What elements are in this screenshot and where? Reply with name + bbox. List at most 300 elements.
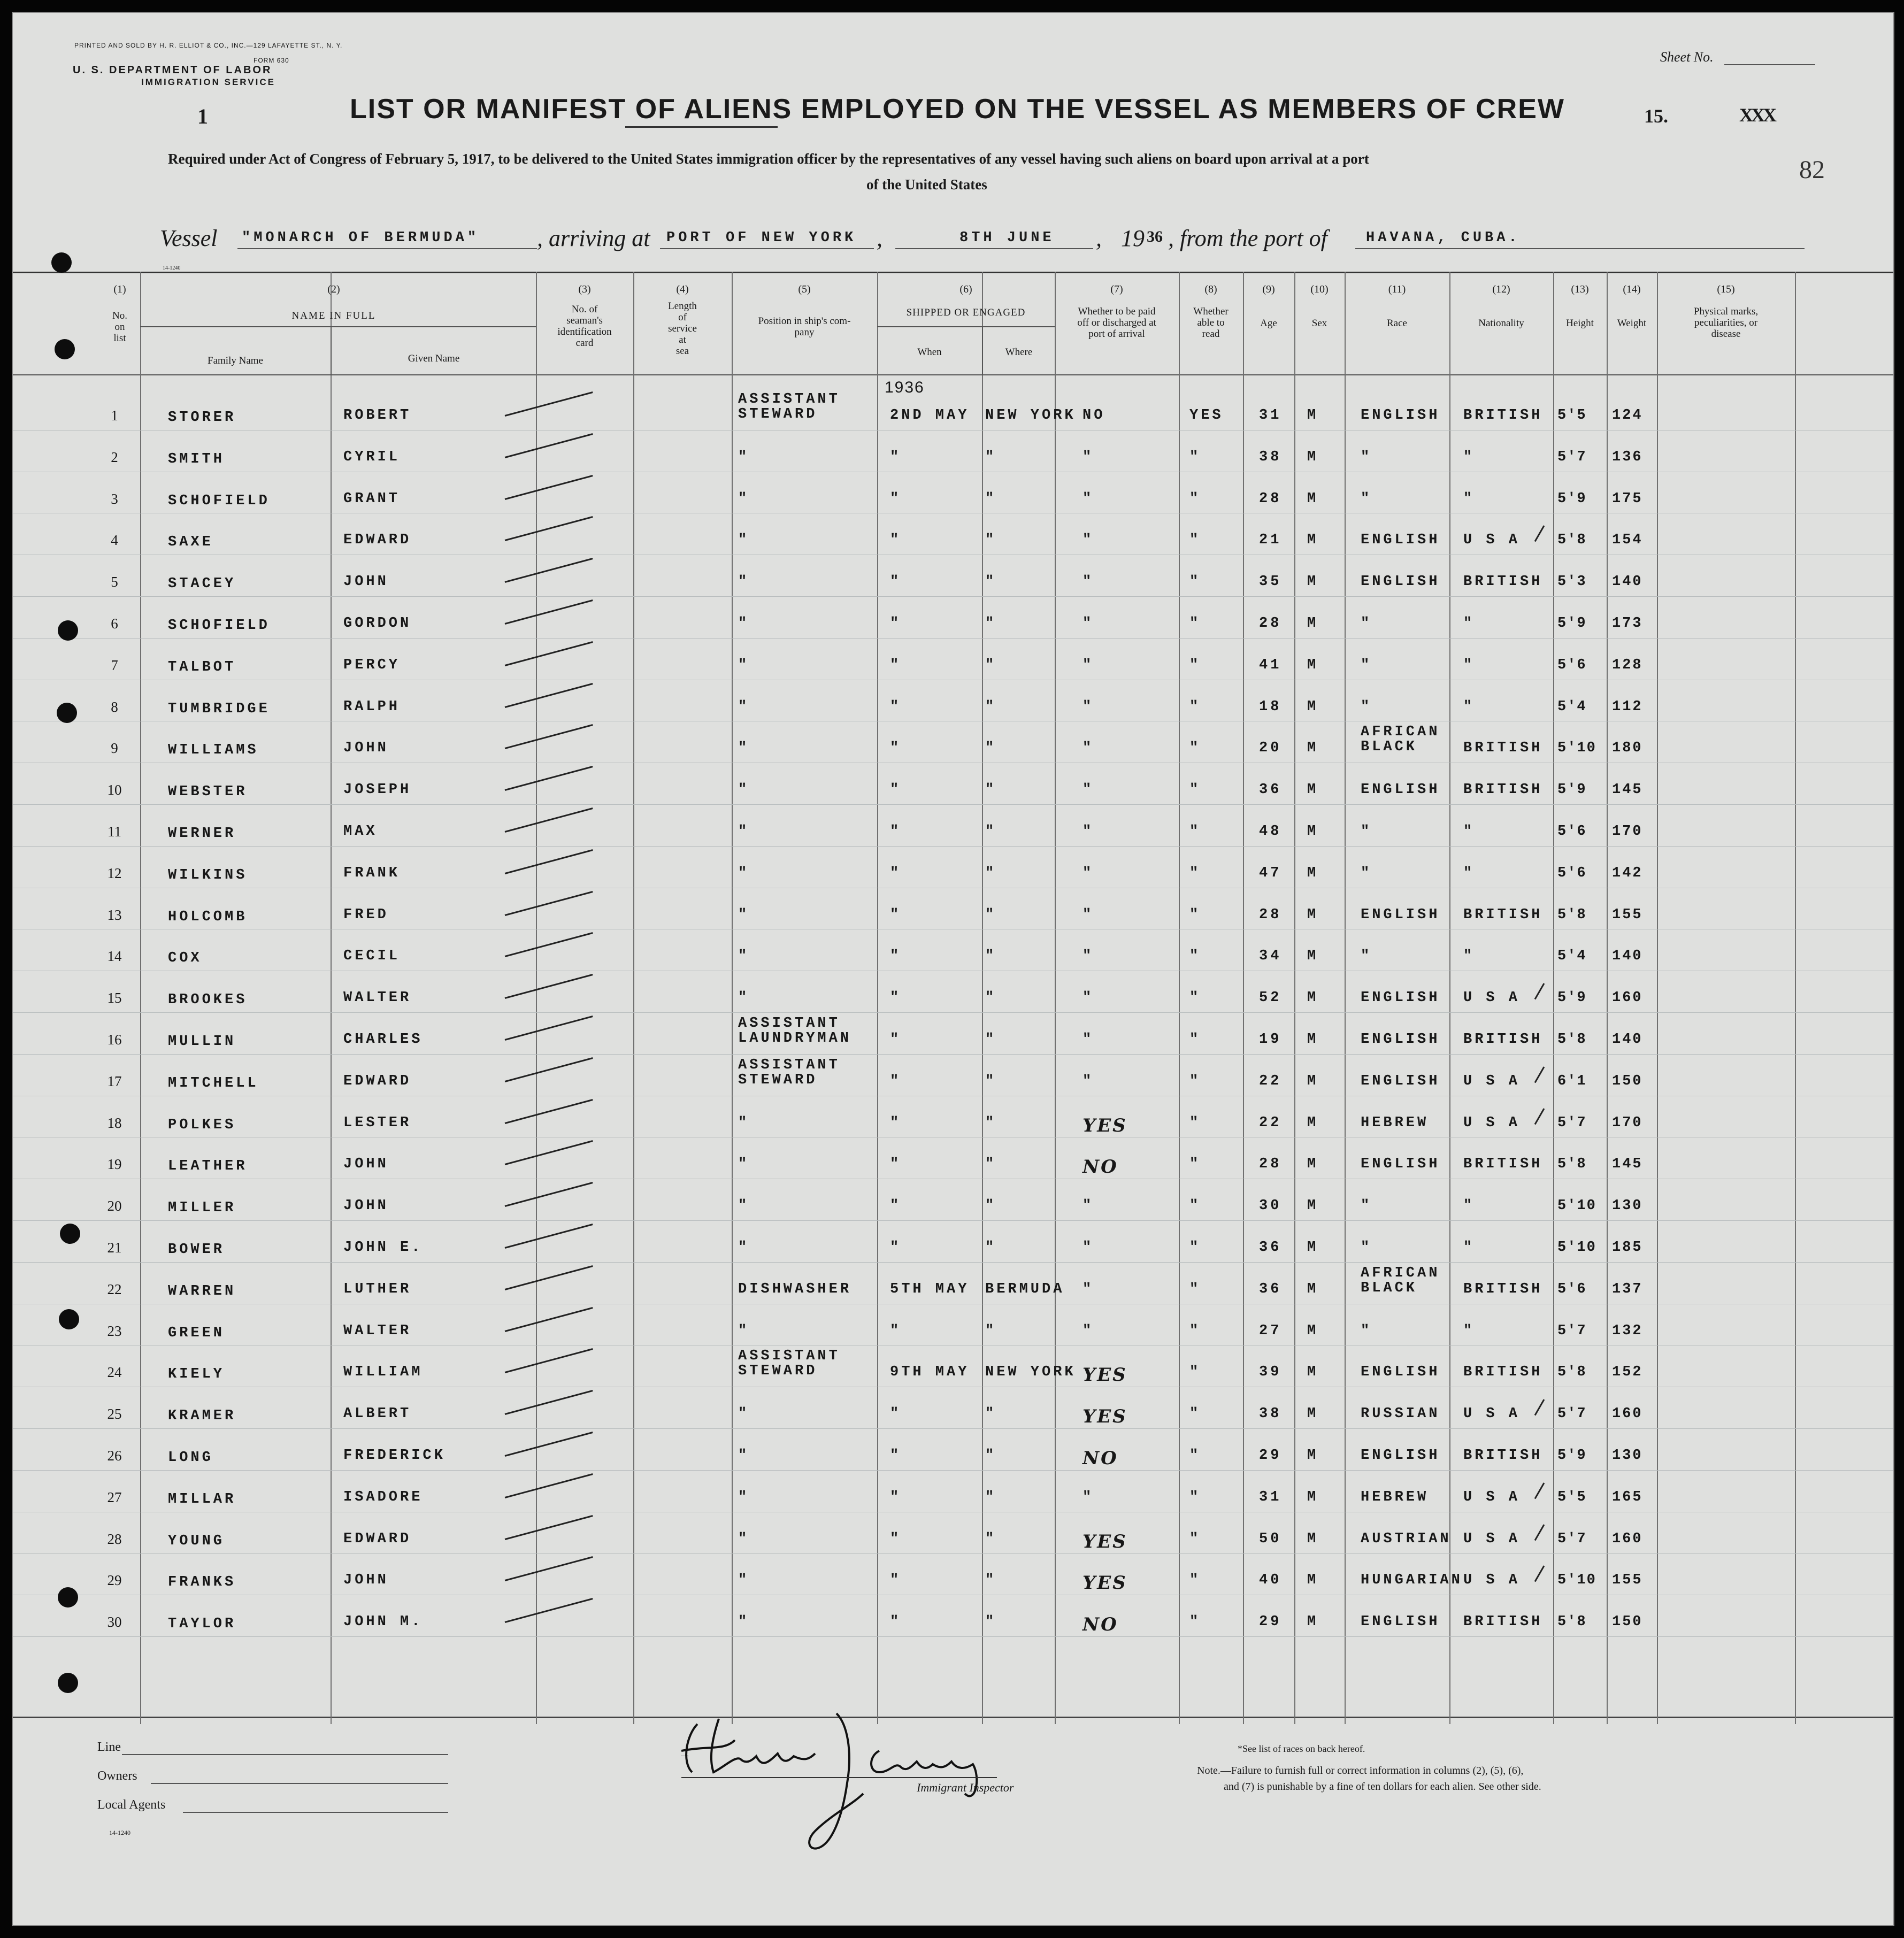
shipped-when: " (890, 1406, 902, 1422)
height: 5'5 (1557, 407, 1587, 424)
shipped-where: " (985, 1614, 997, 1631)
weight: 137 (1612, 1281, 1643, 1297)
nationality: U S A (1463, 1531, 1521, 1547)
nationality: " (1463, 698, 1475, 715)
given-name: LUTHER (343, 1281, 412, 1297)
shipped-when: " (890, 1156, 902, 1173)
sex: M (1307, 824, 1319, 840)
year-header: 1936 (885, 379, 925, 396)
position: " (738, 1406, 750, 1422)
shipped-when: 9TH MAY (890, 1364, 970, 1381)
paid-off: " (1082, 574, 1094, 590)
shipped-where: " (985, 1489, 997, 1505)
weight: 130 (1612, 1198, 1643, 1214)
age: 50 (1259, 1531, 1282, 1547)
shipped-where: " (985, 906, 997, 923)
col13-number: (13) (1571, 283, 1589, 295)
able-to-read: " (1189, 1489, 1201, 1505)
shipped-where: NEW YORK (985, 407, 1076, 424)
race: " (1361, 1322, 1372, 1339)
sex: M (1307, 1156, 1319, 1173)
sex: M (1307, 449, 1319, 465)
paid-off: " (1082, 1198, 1094, 1214)
nationality: " (1463, 616, 1475, 632)
race: " (1361, 657, 1372, 673)
footer-form-code: 14-1240 (109, 1829, 130, 1836)
column-divider (1345, 272, 1346, 1724)
shipped-where: " (985, 532, 997, 549)
id-card-pen-mark (505, 891, 593, 916)
nationality: " (1463, 1240, 1475, 1256)
column-divider (331, 272, 332, 1724)
position: ASSISTANT (738, 1057, 840, 1073)
weight: 155 (1612, 1572, 1643, 1589)
nationality: BRITISH (1463, 1448, 1543, 1464)
id-card-pen-mark (505, 1182, 593, 1207)
weight: 170 (1612, 1114, 1643, 1131)
when-header: When (917, 347, 942, 358)
position: " (738, 1614, 750, 1631)
paid-off: " (1082, 824, 1094, 840)
given-name: ALBERT (343, 1406, 412, 1422)
height: 5'3 (1557, 574, 1587, 590)
able-to-read: " (1189, 1364, 1201, 1381)
service: IMMIGRATION SERVICE (141, 77, 275, 87)
nationality: BRITISH (1463, 1614, 1543, 1631)
race: " (1361, 865, 1372, 881)
age: 22 (1259, 1114, 1282, 1131)
weight: 132 (1612, 1322, 1643, 1339)
able-to-read: " (1189, 740, 1201, 757)
able-to-read: YES (1189, 407, 1224, 424)
col14-header: Weight (1617, 318, 1647, 329)
height: 5'9 (1557, 490, 1587, 507)
sex: M (1307, 1406, 1319, 1422)
position: " (738, 1572, 750, 1589)
col6-header: SHIPPED OR ENGAGED (906, 307, 1026, 318)
family-name: MITCHELL (168, 1075, 259, 1091)
row-number: 26 (107, 1448, 122, 1464)
shipped-when: " (890, 1240, 902, 1256)
row-number: 25 (107, 1406, 122, 1422)
height: 5'8 (1557, 1156, 1587, 1173)
svg-text:Herbert J Conley: Herbert J Conley (681, 1756, 689, 1757)
able-to-read: " (1189, 657, 1201, 673)
shipped-when: " (890, 1448, 902, 1464)
shipped-when: " (890, 1531, 902, 1547)
weight: 170 (1612, 824, 1643, 840)
able-to-read: " (1189, 1572, 1201, 1589)
race: BLACK (1361, 739, 1418, 756)
id-card-pen-mark (505, 1307, 593, 1332)
shipped-where: " (985, 740, 997, 757)
sex: M (1307, 906, 1319, 923)
age: 20 (1259, 740, 1282, 757)
column-divider (1657, 272, 1658, 1724)
shipped-when: " (890, 782, 902, 798)
table-top-border (13, 272, 1893, 273)
shipped-where: " (985, 1114, 997, 1131)
column-divider (1243, 272, 1244, 1724)
id-card-pen-mark (505, 599, 593, 625)
column-divider (1294, 272, 1295, 1724)
family-name: STACEY (168, 576, 236, 593)
id-card-pen-mark (505, 1598, 593, 1623)
age: 19 (1259, 1032, 1282, 1048)
paid-off: YES (1082, 1114, 1127, 1136)
shipped-where: " (985, 616, 997, 632)
nationality: BRITISH (1463, 1156, 1543, 1173)
height: 5'10 (1557, 1240, 1596, 1256)
position: " (738, 1198, 750, 1214)
row-number: 1 (111, 407, 118, 424)
row-number: 18 (107, 1114, 122, 1131)
row-number: 7 (111, 657, 118, 673)
given-name: GORDON (343, 616, 412, 632)
row-number: 13 (107, 906, 122, 923)
age: 35 (1259, 574, 1282, 590)
height: 5'7 (1557, 1531, 1587, 1547)
row-rule (13, 596, 1893, 597)
able-to-read: " (1189, 906, 1201, 923)
able-to-read: " (1189, 616, 1201, 632)
paid-off: " (1082, 1073, 1094, 1089)
nationality: U S A (1463, 1114, 1521, 1131)
position: " (738, 824, 750, 840)
given-name: GRANT (343, 490, 401, 507)
shipped-when: " (890, 824, 902, 840)
manifest-sheet (12, 12, 1894, 1926)
given-name: FRED (343, 906, 389, 923)
weight: 128 (1612, 657, 1643, 673)
nationality: " (1463, 1198, 1475, 1214)
able-to-read: " (1189, 990, 1201, 1006)
row-rule (13, 1012, 1893, 1013)
race: AFRICAN (1361, 1265, 1440, 1281)
nationality: BRITISH (1463, 1364, 1543, 1381)
sex: M (1307, 574, 1319, 590)
row-number: 4 (111, 532, 118, 549)
shipped-where: " (985, 824, 997, 840)
race: ENGLISH (1361, 1448, 1440, 1464)
family-name: WARREN (168, 1283, 236, 1299)
position: " (738, 1531, 750, 1547)
nationality-check-mark (1534, 526, 1545, 542)
given-name: JOHN (343, 1198, 389, 1214)
given-name: ROBERT (343, 407, 412, 424)
departure-port: HAVANA, CUBA. (1366, 230, 1521, 246)
row-number: 20 (107, 1198, 122, 1214)
shipped-when: 2ND MAY (890, 407, 970, 424)
race: ENGLISH (1361, 1614, 1440, 1631)
row-rule (13, 846, 1893, 847)
row-number: 23 (107, 1322, 122, 1339)
shipped-when: " (890, 1198, 902, 1214)
arrival-date: 8TH JUNE (959, 230, 1055, 246)
given-name: FREDERICK (343, 1448, 446, 1464)
nationality: BRITISH (1463, 574, 1543, 590)
vessel-name: "MONARCH OF BERMUDA" (242, 230, 480, 246)
stamp-number: 82 (1799, 156, 1825, 184)
shipped-where: " (985, 1448, 997, 1464)
printer-line: PRINTED AND SOLD BY H. R. ELLIOT & CO., INC.—129 LAFAYETTE ST., N. Y. (74, 42, 343, 49)
column-divider (1179, 272, 1180, 1724)
id-card-pen-mark (505, 1515, 593, 1540)
sex: M (1307, 865, 1319, 881)
weight: 160 (1612, 1531, 1643, 1547)
comma-1: , (877, 225, 882, 251)
weight: 155 (1612, 906, 1643, 923)
given-name: JOHN E. (343, 1240, 423, 1256)
row-number: 14 (107, 948, 122, 965)
row-number: 15 (107, 990, 122, 1006)
shipped-header-rule (877, 326, 1055, 327)
id-card-pen-mark (505, 683, 593, 708)
nationality: " (1463, 1322, 1475, 1339)
weight: 140 (1612, 1032, 1643, 1048)
id-card-pen-mark (505, 766, 593, 791)
position: STEWARD (738, 1072, 818, 1088)
name-header-divider (331, 327, 332, 375)
given-name: EDWARD (343, 1531, 412, 1547)
weight: 150 (1612, 1073, 1643, 1089)
col1-number: (1) (113, 283, 126, 295)
nationality: BRITISH (1463, 782, 1543, 798)
family-name: WILKINS (168, 867, 248, 883)
nationality: U S A (1463, 1489, 1521, 1505)
id-card-pen-mark (505, 475, 593, 500)
height: 5'8 (1557, 1614, 1587, 1631)
row-number: 5 (111, 574, 118, 590)
col7-number: (7) (1110, 283, 1123, 295)
given-name: JOHN (343, 740, 389, 757)
family-name: SMITH (168, 451, 225, 467)
given-name-header: Given Name (408, 353, 460, 364)
col1-header: No. on list (112, 310, 127, 344)
position: " (738, 1240, 750, 1256)
small-form-code: 14-1240 (163, 265, 181, 271)
given-name: WILLIAM (343, 1364, 423, 1381)
height: 5'4 (1557, 948, 1587, 965)
paid-off: " (1082, 616, 1094, 632)
date-line (895, 248, 1093, 249)
column-divider (1607, 272, 1608, 1724)
corner-mark: 1 (197, 104, 208, 128)
col2-header: NAME IN FULL (291, 310, 376, 321)
paid-off: " (1082, 698, 1094, 715)
position: " (738, 657, 750, 673)
punch-hole (55, 339, 75, 359)
paid-off: YES (1082, 1406, 1127, 1428)
family-name: SCHOFIELD (168, 618, 270, 634)
family-name: KRAMER (168, 1408, 236, 1425)
col4-header: Length of service at sea (668, 301, 697, 357)
sex: M (1307, 1364, 1319, 1381)
paid-off: " (1082, 490, 1094, 507)
family-name: COX (168, 950, 202, 967)
race: " (1361, 490, 1372, 507)
nationality: BRITISH (1463, 1032, 1543, 1048)
given-name: FRANK (343, 865, 401, 881)
paid-off: " (1082, 782, 1094, 798)
id-card-pen-mark (505, 1016, 593, 1041)
nationality: BRITISH (1463, 407, 1543, 424)
paid-off: " (1082, 657, 1094, 673)
sex: M (1307, 490, 1319, 507)
family-name: TUMBRIDGE (168, 701, 270, 717)
race: ENGLISH (1361, 407, 1440, 424)
age: 34 (1259, 948, 1282, 965)
column-divider (982, 272, 983, 1724)
sex: M (1307, 990, 1319, 1006)
col3-number: (3) (578, 283, 591, 295)
race: ENGLISH (1361, 906, 1440, 923)
age: 31 (1259, 1489, 1282, 1505)
age: 22 (1259, 1073, 1282, 1089)
sex: M (1307, 948, 1319, 965)
height: 5'5 (1557, 1489, 1587, 1505)
paid-off: " (1082, 1240, 1094, 1256)
able-to-read: " (1189, 1032, 1201, 1048)
col14-number: (14) (1623, 283, 1641, 295)
row-number: 6 (111, 616, 118, 632)
weight: 140 (1612, 574, 1643, 590)
paid-off: " (1082, 906, 1094, 923)
shipped-where: " (985, 1572, 997, 1589)
column-divider (1055, 272, 1056, 1724)
punch-hole (58, 620, 78, 641)
weight: 175 (1612, 490, 1643, 507)
shipped-where: " (985, 1073, 997, 1089)
family-name: SAXE (168, 534, 213, 551)
sex: M (1307, 616, 1319, 632)
shipped-when: " (890, 574, 902, 590)
height: 5'10 (1557, 1198, 1596, 1214)
col8-header: Whether able to read (1193, 306, 1229, 340)
given-name: PERCY (343, 657, 401, 673)
position: ASSISTANT (738, 1348, 840, 1365)
row-rule (13, 1054, 1893, 1055)
col10-number: (10) (1310, 283, 1329, 295)
able-to-read: " (1189, 1156, 1201, 1173)
height: 5'8 (1557, 532, 1587, 549)
able-to-read: " (1189, 490, 1201, 507)
sex: M (1307, 1240, 1319, 1256)
family-name: WERNER (168, 826, 236, 842)
able-to-read: " (1189, 574, 1201, 590)
row-number: 28 (107, 1531, 122, 1547)
nationality-check-mark (1534, 1399, 1545, 1416)
race: " (1361, 824, 1372, 840)
height: 5'7 (1557, 1322, 1587, 1339)
able-to-read: " (1189, 1073, 1201, 1089)
col5-number: (5) (798, 283, 811, 295)
shipped-when: " (890, 1322, 902, 1339)
given-name: JOSEPH (343, 782, 412, 798)
age: 30 (1259, 1198, 1282, 1214)
id-card-pen-mark (505, 1473, 593, 1498)
family-name: KIELY (168, 1366, 225, 1383)
weight: 154 (1612, 532, 1643, 549)
weight: 160 (1612, 1406, 1643, 1422)
nationality: " (1463, 824, 1475, 840)
id-card-pen-mark (505, 1057, 593, 1082)
column-divider (1795, 272, 1796, 1724)
height: 5'7 (1557, 449, 1587, 465)
col12-header: Nationality (1478, 318, 1524, 329)
shipped-when: " (890, 532, 902, 549)
shipped-where: " (985, 1322, 997, 1339)
race: " (1361, 1198, 1372, 1214)
able-to-read: " (1189, 532, 1201, 549)
vessel-name-line (237, 248, 537, 249)
family-name: TAYLOR (168, 1616, 236, 1633)
height: 5'8 (1557, 906, 1587, 923)
nationality-check-mark (1534, 983, 1545, 999)
race: " (1361, 698, 1372, 715)
id-card-pen-mark (505, 558, 593, 583)
id-card-pen-mark (505, 1390, 593, 1415)
race: HEBREW (1361, 1114, 1429, 1131)
shipped-where: " (985, 1406, 997, 1422)
family-name: HOLCOMB (168, 909, 248, 925)
given-name: EDWARD (343, 532, 412, 549)
weight: 150 (1612, 1614, 1643, 1631)
race: RUSSIAN (1361, 1406, 1440, 1422)
sex: M (1307, 1489, 1319, 1505)
row-number: 8 (111, 698, 118, 715)
position: DISHWASHER (738, 1281, 852, 1297)
able-to-read: " (1189, 1240, 1201, 1256)
penalty-note-line-2: and (7) is punishable by a fine of ten dollars for each alien. See other side. (1224, 1781, 1541, 1793)
shipped-when: " (890, 698, 902, 715)
col9-header: Age (1260, 318, 1277, 329)
weight: 185 (1612, 1240, 1643, 1256)
row-rule (13, 1220, 1893, 1221)
local-agents-label: Local Agents (97, 1798, 166, 1812)
age: 27 (1259, 1322, 1282, 1339)
row-number: 22 (107, 1281, 122, 1297)
id-card-pen-mark (505, 849, 593, 874)
paid-off: " (1082, 865, 1094, 881)
column-divider (1449, 272, 1450, 1724)
punch-hole (51, 252, 72, 273)
family-name: FRANKS (168, 1574, 236, 1591)
row-rule (13, 638, 1893, 639)
sex: M (1307, 782, 1319, 798)
id-card-pen-mark (505, 1099, 593, 1124)
owners-field (151, 1783, 448, 1784)
race: ENGLISH (1361, 990, 1440, 1006)
sheet-number-line (1724, 64, 1815, 65)
nationality: " (1463, 490, 1475, 507)
age: 28 (1259, 906, 1282, 923)
document-title: LIST OR MANIFEST OF ALIENS EMPLOYED ON THE VESSEL AS MEMBERS OF CREW (350, 94, 1565, 125)
shipped-when: " (890, 906, 902, 923)
col15-header: Physical marks, peculiarities, or disease (1693, 306, 1759, 340)
able-to-read: " (1189, 1406, 1201, 1422)
row-number: 19 (107, 1156, 122, 1173)
race: ENGLISH (1361, 574, 1440, 590)
nationality: " (1463, 948, 1475, 965)
age: 41 (1259, 657, 1282, 673)
col11-number: (11) (1388, 283, 1406, 295)
row-number: 9 (111, 740, 118, 757)
given-name: MAX (343, 824, 378, 840)
age: 28 (1259, 616, 1282, 632)
shipped-when: " (890, 1489, 902, 1505)
id-card-pen-mark (505, 641, 593, 666)
